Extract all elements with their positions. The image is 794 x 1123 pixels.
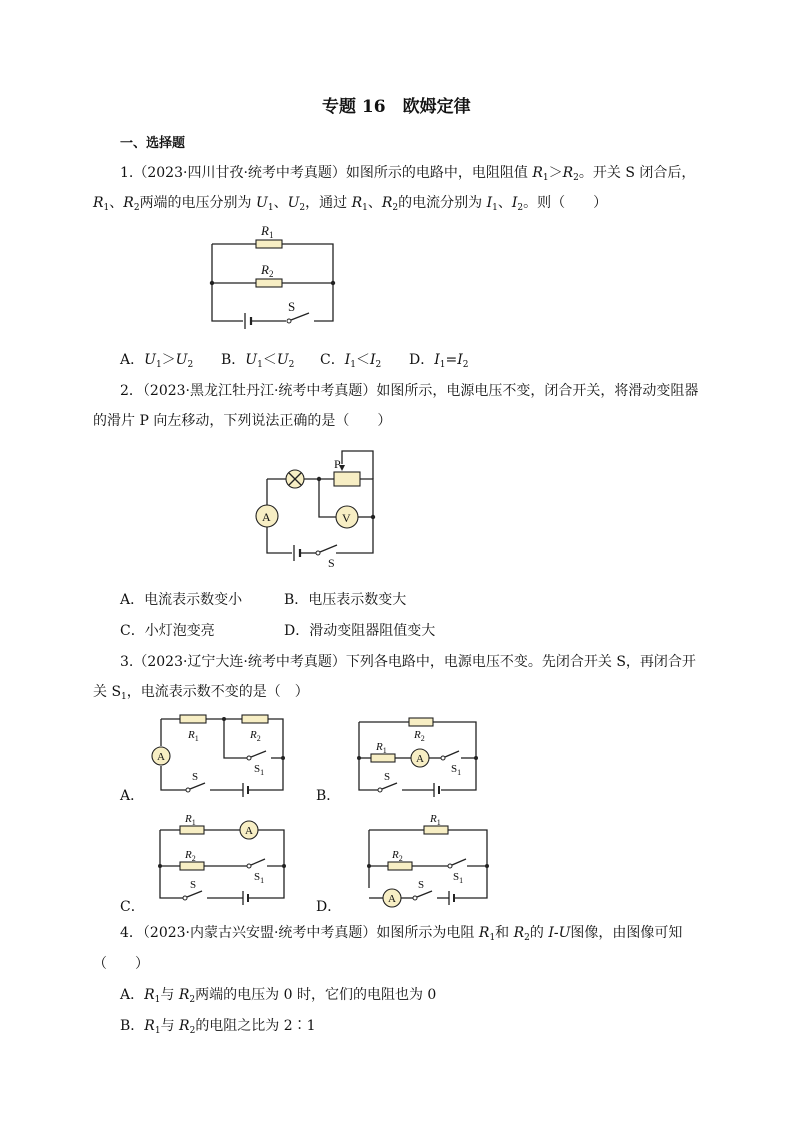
var-r: R [381,195,393,211]
sub: 1 [350,360,356,370]
var-r: R [351,195,363,211]
q3-label-d: D． [316,899,342,915]
sub: 2 [288,360,295,370]
sub: 1 [267,203,274,213]
lt-sign: ＜ [262,352,277,368]
var-r: R [123,195,134,211]
ammeter-label: A [416,753,424,765]
q1-source: （2023·四川甘孜·统考中考真题） [133,165,346,181]
sep: 、 [109,195,124,211]
var-i: I [434,352,440,368]
q2-option-d: D．滑动变阻器阻值变大 [284,623,436,639]
var-i: I [344,352,351,368]
q1-text: 如图所示的电路中，电阻阻值 [345,165,533,181]
q4-option-a [120,985,436,1005]
voltmeter-label: V [342,511,351,525]
sub: 2 [517,203,524,213]
svg-text:S1: $S_1$ [254,763,265,777]
var-r: R [179,1018,190,1034]
q2-option-c: C．小灯泡变亮 [120,623,215,639]
sub: 1 [492,203,498,213]
sub: 2 [392,203,399,213]
opt-letter: A． [120,987,145,1003]
sub: 1 [121,692,127,702]
gt-sign: ＞ [548,165,563,181]
var-r: R [93,195,104,211]
opt-letter: B． [221,352,246,368]
switch-label: S [418,879,425,891]
lt-sign: ＜ [355,352,370,368]
svg-text:S1: $S_1$ [451,763,462,777]
sub: 1 [154,995,161,1005]
var-r: R [144,1018,155,1034]
sub: 1 [362,203,368,213]
opt-letter: B． [120,1018,145,1034]
q1-text: 两端的电压分别为 [139,195,257,211]
sub: 2 [524,933,530,943]
svg-text:R1: $R_1$ [185,813,196,827]
sep: 、 [497,195,512,211]
var-u: U [276,352,289,368]
var-i: I [369,352,376,368]
sub: 1 [489,933,496,943]
q1-text: 的电流分别为 [398,195,487,211]
q3-label-b: B． [316,788,341,804]
switch-label: S [384,771,391,783]
svg-text:S1: $S_1$ [453,871,464,885]
q3-circuit-c [158,813,286,905]
slider-label: P [334,457,341,471]
q4-text: 和 [495,925,514,941]
ammeter-label: A [157,751,165,763]
sub: 2 [189,1026,196,1036]
q2-line-1: 2．（2023·黑龙江牡丹江·统考中考真题）如图所示，电源电压不变，闭合开关，将滑动变阻器 [120,383,699,399]
var-r: R [144,987,155,1003]
svg-text:R1: $R_1$ [188,729,199,743]
q3-line-1: 3.（2023·辽宁大连·统考中考真题）下列各电路中，电源电压不变。先闭合开关 S，再闭合开 [120,654,696,670]
var-u: U [287,195,300,211]
sub: 2 [133,203,140,213]
and: 与 [160,987,179,1003]
q1-text: 。开关 S 闭合后， [578,165,696,181]
var-iu: I-U [548,925,571,941]
opt-letter: C． [320,352,345,368]
var-i: I [511,195,518,211]
var-u: U [245,352,258,368]
var-r: R [478,925,490,941]
sub: 2 [573,173,579,183]
q1-text: 。则（ ） [523,195,608,211]
q4-line-1 [120,923,682,943]
q4-text: 图像，由图像可知 [570,925,683,941]
sep: 、 [273,195,288,211]
sub: 1 [439,360,446,370]
svg-text:R2: $R_2$ [185,849,196,863]
var-i: I [457,352,463,368]
q4-option-b [120,1016,316,1036]
sub: 1 [103,203,110,213]
page-title: 专题 16 欧姆定律 [322,97,471,117]
q2-option-b: B．电压表示数变大 [284,592,407,608]
sub: 1 [257,360,263,370]
svg-text:R1: $R_1$ [376,741,387,755]
label-r1: $R_1$ [261,223,274,240]
q4-text: 的电阻之比为 2∶1 [195,1018,316,1034]
svg-text:R2: $R_2$ [414,729,425,743]
q3-text: ，电流表示数不变的是（ ） [126,684,309,700]
ammeter-label: A [245,825,253,837]
ammeter-label: A [262,510,271,524]
label-r2: $R_2$ [261,262,274,279]
svg-text:R2: $R_2$ [250,729,261,743]
var-u: U [144,352,156,368]
ammeter-label: A [388,893,396,905]
q3-label-a: A． [120,788,145,804]
opt-letter: A． [120,352,145,368]
svg-text:R2: $R_2$ [392,849,403,863]
q4-text: 的 [529,925,549,941]
eq-sign: = [445,352,458,368]
q4-text: 两端的电压为 0 时，它们的电阻也为 0 [195,987,437,1003]
q3-circuit-b [357,718,478,797]
switch-label: S [190,879,197,891]
sub: 2 [299,203,306,213]
gt-sign: ＞ [161,352,176,368]
label-switch: S [288,299,296,314]
var-r: R [513,925,525,941]
q4-paren: （ ） [93,956,149,972]
var-u: U [256,195,268,211]
q1-number: 1. [120,165,134,181]
q2-option-a: A．电流表示数变小 [120,592,243,608]
switch-label: S [192,771,199,783]
sub: 2 [375,360,382,370]
opt-letter: D． [409,352,435,368]
switch-label: S [328,556,335,570]
q1-text: ，通过 [305,195,352,211]
sub: 2 [462,360,469,370]
q4-text: 4．（2023·内蒙古兴安盟·统考中考真题）如图所示为电阻 [120,925,479,941]
sep: 、 [367,195,382,211]
sub: 2 [189,995,196,1005]
q3-circuit-d [367,813,489,907]
q3-text: 关 S [93,684,122,700]
section-heading: 一、选择题 [120,136,186,151]
var-u: U [175,352,188,368]
var-r: R [532,165,543,181]
sub: 1 [542,173,549,183]
sub: 2 [187,360,194,370]
q3-circuit-a [152,715,285,797]
svg-text:R1: $R_1$ [430,813,441,827]
q3-label-c: C． [120,899,145,915]
and: 与 [160,1018,180,1034]
var-r: R [562,165,574,181]
var-i: I [486,195,493,211]
svg-text:S1: $S_1$ [254,871,265,885]
var-r: R [178,987,190,1003]
sub: 1 [155,360,162,370]
q2-line-2: 的滑片 P 向左移动，下列说法正确的是（ ） [93,413,392,429]
sub: 1 [154,1026,161,1036]
